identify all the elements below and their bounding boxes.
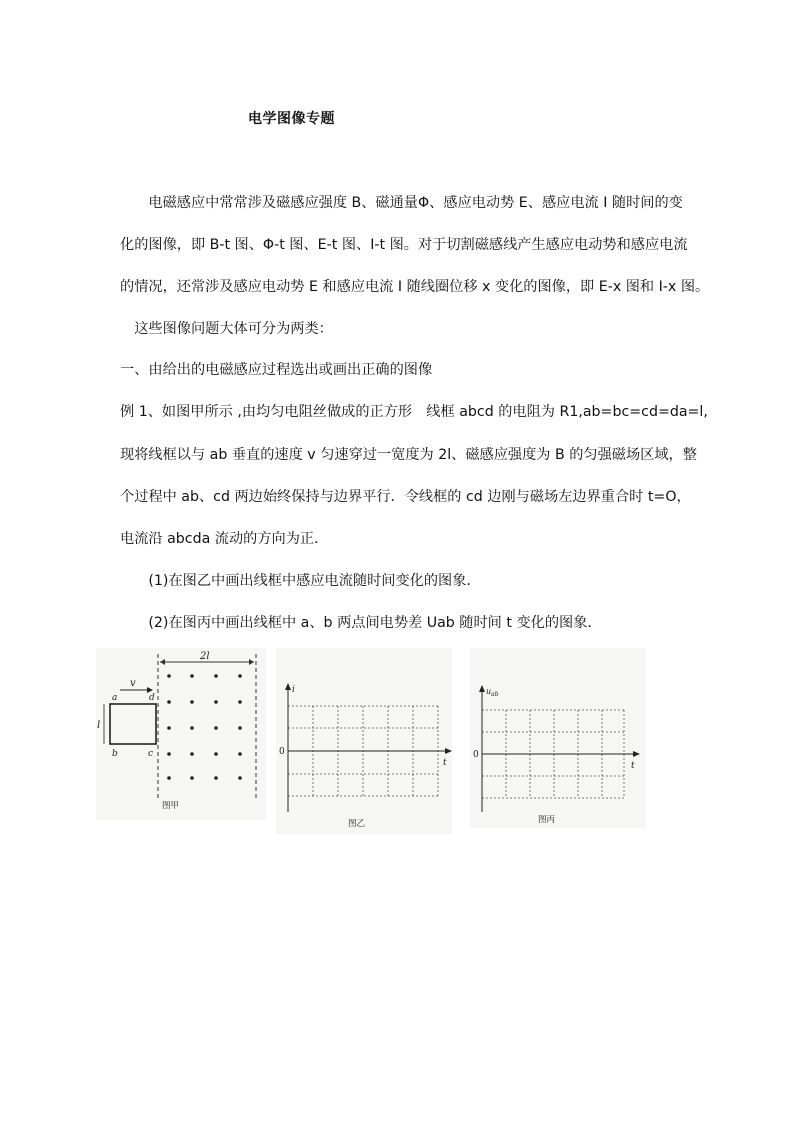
paragraph-line: 例 1、如图甲所示 ,由均匀电阻丝做成的正方形 线框 abcd 的电阻为 R1,ab=bc=cd=da=l, [120, 404, 708, 420]
field-dot [167, 700, 171, 704]
paragraph-line: 现将线框以与 ab 垂直的速度 v 匀速穿过一宽度为 2l、磁感应强度为 B 的匀强磁场区域，整 [120, 447, 697, 463]
figures-row [96, 648, 656, 838]
figure-b-y-label: i [292, 685, 295, 695]
paragraph-line: 化的图像，即 B-t 图、Φ-t 图、E-t 图、I-t 图。对于切割磁感线产生感应电动势和感应电流 [120, 237, 688, 253]
paragraph-line: 个过程中 ab、cd 两边始终保持与边界平行．令线框的 cd 边刚与磁场左边界重合时 t=O， [120, 489, 691, 505]
document-title: 电学图像专题 [248, 111, 335, 127]
figure-c [470, 648, 646, 828]
corner-a-label: a [112, 693, 118, 703]
field-dot [167, 726, 171, 730]
figure-a [96, 648, 266, 820]
field-dot [167, 752, 171, 756]
field-dot [167, 674, 171, 678]
corner-b-label: b [112, 749, 118, 759]
corner-c-label: c [148, 749, 154, 759]
side-label: l [97, 720, 101, 731]
field-dot [238, 726, 242, 730]
field-dot [190, 674, 194, 678]
field-dot [214, 726, 218, 730]
figure-c-origin-label: 0 [473, 750, 479, 760]
figure-c-background [470, 648, 646, 828]
figure-c-y-label-main: u [486, 687, 492, 696]
figure-b-caption: 图乙 [348, 819, 366, 829]
figure-b-background [276, 648, 452, 834]
question-line: (1)在图乙中画出线框中感应电流随时间变化的图象． [120, 573, 481, 589]
figure-c-x-label: t [631, 761, 635, 771]
field-dot [214, 700, 218, 704]
figure-b-x-label: t [443, 758, 447, 768]
figure-a-background [96, 648, 266, 820]
velocity-label: v [130, 678, 136, 689]
field-dot [190, 726, 194, 730]
paragraph-line: 电流沿 abcda 流动的方向为正． [120, 531, 329, 547]
paragraph-line: 的情况，还常涉及感应电动势 E 和感应电流 I 随线圈位移 x 变化的图像，即 E-x 图和 I-x 图。 [120, 279, 710, 295]
figure-b-origin-label: 0 [279, 747, 285, 757]
section-heading: 一、由给出的电磁感应过程选出或画出正确的图像 [120, 362, 433, 378]
field-dot [190, 700, 194, 704]
field-dot [238, 752, 242, 756]
figure-c-caption: 图丙 [538, 815, 556, 825]
figure-b [276, 648, 452, 834]
paragraph-line: 电磁感应中常常涉及磁感应强度 B、磁通量Φ、感应电动势 E、感应电流 I 随时间的变 [120, 195, 683, 211]
figure-a-caption: 图甲 [162, 801, 180, 811]
field-dot [190, 776, 194, 780]
field-dot [238, 700, 242, 704]
field-dot [238, 776, 242, 780]
figure-c-y-label-sub: ab [491, 691, 499, 698]
field-dot [238, 674, 242, 678]
width-label: 2l [200, 651, 210, 662]
field-dot [214, 674, 218, 678]
field-dot [167, 776, 171, 780]
question-line: (2)在图丙中画出线框中 a、b 两点间电势差 Uab 随时间 t 变化的图象． [120, 615, 602, 631]
field-dot [190, 752, 194, 756]
corner-d-label: d [149, 693, 155, 703]
paragraph-line: 这些图像问题大体可分为两类： [120, 321, 333, 337]
field-dot [214, 776, 218, 780]
field-dot [214, 752, 218, 756]
